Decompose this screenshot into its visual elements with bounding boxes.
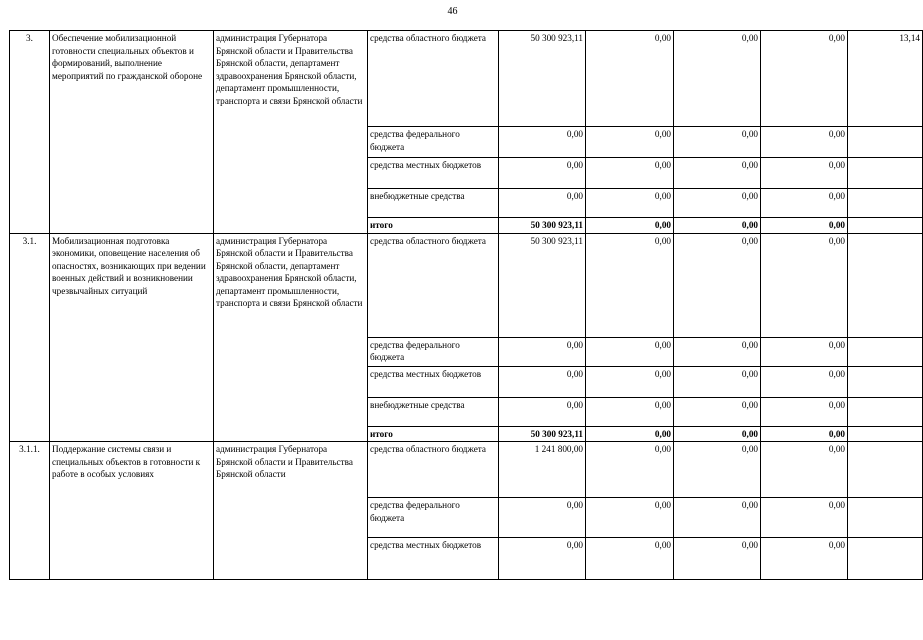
item-index: 3. bbox=[10, 31, 50, 234]
amount-cell bbox=[848, 233, 923, 337]
funding-source: внебюджетные средства bbox=[368, 189, 499, 218]
amount-cell: 0,00 bbox=[761, 426, 848, 442]
amount-cell: 0,00 bbox=[499, 366, 586, 397]
funding-source: средства федерального бюджета bbox=[368, 127, 499, 158]
amount-cell: 0,00 bbox=[674, 538, 761, 580]
amount-cell: 0,00 bbox=[586, 337, 674, 366]
amount-cell: 0,00 bbox=[761, 158, 848, 189]
amount-cell: 0,00 bbox=[761, 218, 848, 234]
item-name: Поддержание системы связи и специальных объектов в готовности к работе в особых условиях bbox=[50, 442, 214, 580]
amount-cell: 0,00 bbox=[674, 442, 761, 498]
funding-source: итого bbox=[368, 218, 499, 234]
amount-cell bbox=[848, 366, 923, 397]
amount-cell: 0,00 bbox=[674, 337, 761, 366]
amount-cell bbox=[848, 426, 923, 442]
amount-cell bbox=[848, 218, 923, 234]
amount-cell bbox=[848, 442, 923, 498]
funding-source: средства областного бюджета bbox=[368, 233, 499, 337]
item-index: 3.1.1. bbox=[10, 442, 50, 580]
amount-cell: 0,00 bbox=[499, 498, 586, 538]
budget-table bbox=[9, 30, 923, 580]
amount-cell: 50 300 923,11 bbox=[499, 31, 586, 127]
amount-cell: 0,00 bbox=[499, 127, 586, 158]
funding-source: средства местных бюджетов bbox=[368, 538, 499, 580]
amount-cell bbox=[848, 127, 923, 158]
item-executor: администрация Губернатора Брянской области и Правительства Брянской области, департамент здравоохранения Брянской области, департамент промышленности, транспорта и связи Брянской области bbox=[214, 233, 368, 442]
amount-cell: 0,00 bbox=[761, 366, 848, 397]
amount-cell: 0,00 bbox=[761, 337, 848, 366]
amount-cell: 0,00 bbox=[586, 442, 674, 498]
item-name: Мобилизационная подготовка экономики, оповещение населения об опасностях, возникающих при ведении военных действий и возникновении чрезвычайных ситуаций bbox=[50, 233, 214, 442]
amount-cell: 0,00 bbox=[761, 31, 848, 127]
amount-cell: 0,00 bbox=[674, 31, 761, 127]
amount-cell: 13,14 bbox=[848, 31, 923, 127]
amount-cell: 0,00 bbox=[674, 158, 761, 189]
amount-cell: 0,00 bbox=[499, 158, 586, 189]
amount-cell: 0,00 bbox=[674, 498, 761, 538]
amount-cell: 0,00 bbox=[499, 337, 586, 366]
amount-cell: 0,00 bbox=[586, 189, 674, 218]
amount-cell: 0,00 bbox=[499, 538, 586, 580]
table-row bbox=[10, 442, 923, 498]
amount-cell: 0,00 bbox=[586, 158, 674, 189]
amount-cell bbox=[848, 337, 923, 366]
amount-cell: 0,00 bbox=[761, 127, 848, 158]
page-number: 46 bbox=[447, 6, 458, 17]
amount-cell: 0,00 bbox=[674, 366, 761, 397]
amount-cell: 0,00 bbox=[586, 538, 674, 580]
amount-cell: 0,00 bbox=[674, 426, 761, 442]
item-executor: администрация Губернатора Брянской области и Правительства Брянской области, департамент здравоохранения Брянской области, департамент промышленности, транспорта и связи Брянской области bbox=[214, 31, 368, 234]
amount-cell: 0,00 bbox=[761, 442, 848, 498]
table-row bbox=[10, 31, 923, 127]
amount-cell: 0,00 bbox=[674, 233, 761, 337]
amount-cell: 0,00 bbox=[761, 397, 848, 426]
funding-source: средства местных бюджетов bbox=[368, 366, 499, 397]
funding-source: средства областного бюджета bbox=[368, 31, 499, 127]
amount-cell bbox=[848, 498, 923, 538]
amount-cell: 0,00 bbox=[586, 366, 674, 397]
amount-cell bbox=[848, 158, 923, 189]
amount-cell: 0,00 bbox=[674, 127, 761, 158]
amount-cell: 0,00 bbox=[586, 31, 674, 127]
funding-source: средства местных бюджетов bbox=[368, 158, 499, 189]
amount-cell: 0,00 bbox=[586, 218, 674, 234]
amount-cell: 50 300 923,11 bbox=[499, 218, 586, 234]
item-name: Обеспечение мобилизационной готовности специальных объектов и формирований, выполнение мероприятий по гражданской обороне bbox=[50, 31, 214, 234]
funding-source: внебюджетные средства bbox=[368, 397, 499, 426]
funding-source: средства федерального бюджета bbox=[368, 337, 499, 366]
amount-cell: 0,00 bbox=[761, 538, 848, 580]
amount-cell: 0,00 bbox=[586, 233, 674, 337]
table-body bbox=[10, 31, 923, 580]
item-index: 3.1. bbox=[10, 233, 50, 442]
funding-source: средства федерального бюджета bbox=[368, 498, 499, 538]
amount-cell: 0,00 bbox=[674, 189, 761, 218]
amount-cell: 0,00 bbox=[761, 189, 848, 218]
amount-cell: 0,00 bbox=[586, 127, 674, 158]
amount-cell bbox=[848, 538, 923, 580]
amount-cell: 0,00 bbox=[674, 397, 761, 426]
amount-cell: 0,00 bbox=[674, 218, 761, 234]
amount-cell bbox=[848, 397, 923, 426]
amount-cell bbox=[848, 189, 923, 218]
amount-cell: 0,00 bbox=[586, 397, 674, 426]
funding-source: итого bbox=[368, 426, 499, 442]
amount-cell: 0,00 bbox=[761, 233, 848, 337]
funding-source: средства областного бюджета bbox=[368, 442, 499, 498]
amount-cell: 0,00 bbox=[761, 498, 848, 538]
table-row bbox=[10, 233, 923, 337]
amount-cell: 0,00 bbox=[586, 426, 674, 442]
amount-cell: 50 300 923,11 bbox=[499, 426, 586, 442]
amount-cell: 0,00 bbox=[499, 189, 586, 218]
amount-cell: 1 241 800,00 bbox=[499, 442, 586, 498]
amount-cell: 50 300 923,11 bbox=[499, 233, 586, 337]
amount-cell: 0,00 bbox=[499, 397, 586, 426]
item-executor: администрация Губернатора Брянской области и Правительства Брянской области bbox=[214, 442, 368, 580]
amount-cell: 0,00 bbox=[586, 498, 674, 538]
